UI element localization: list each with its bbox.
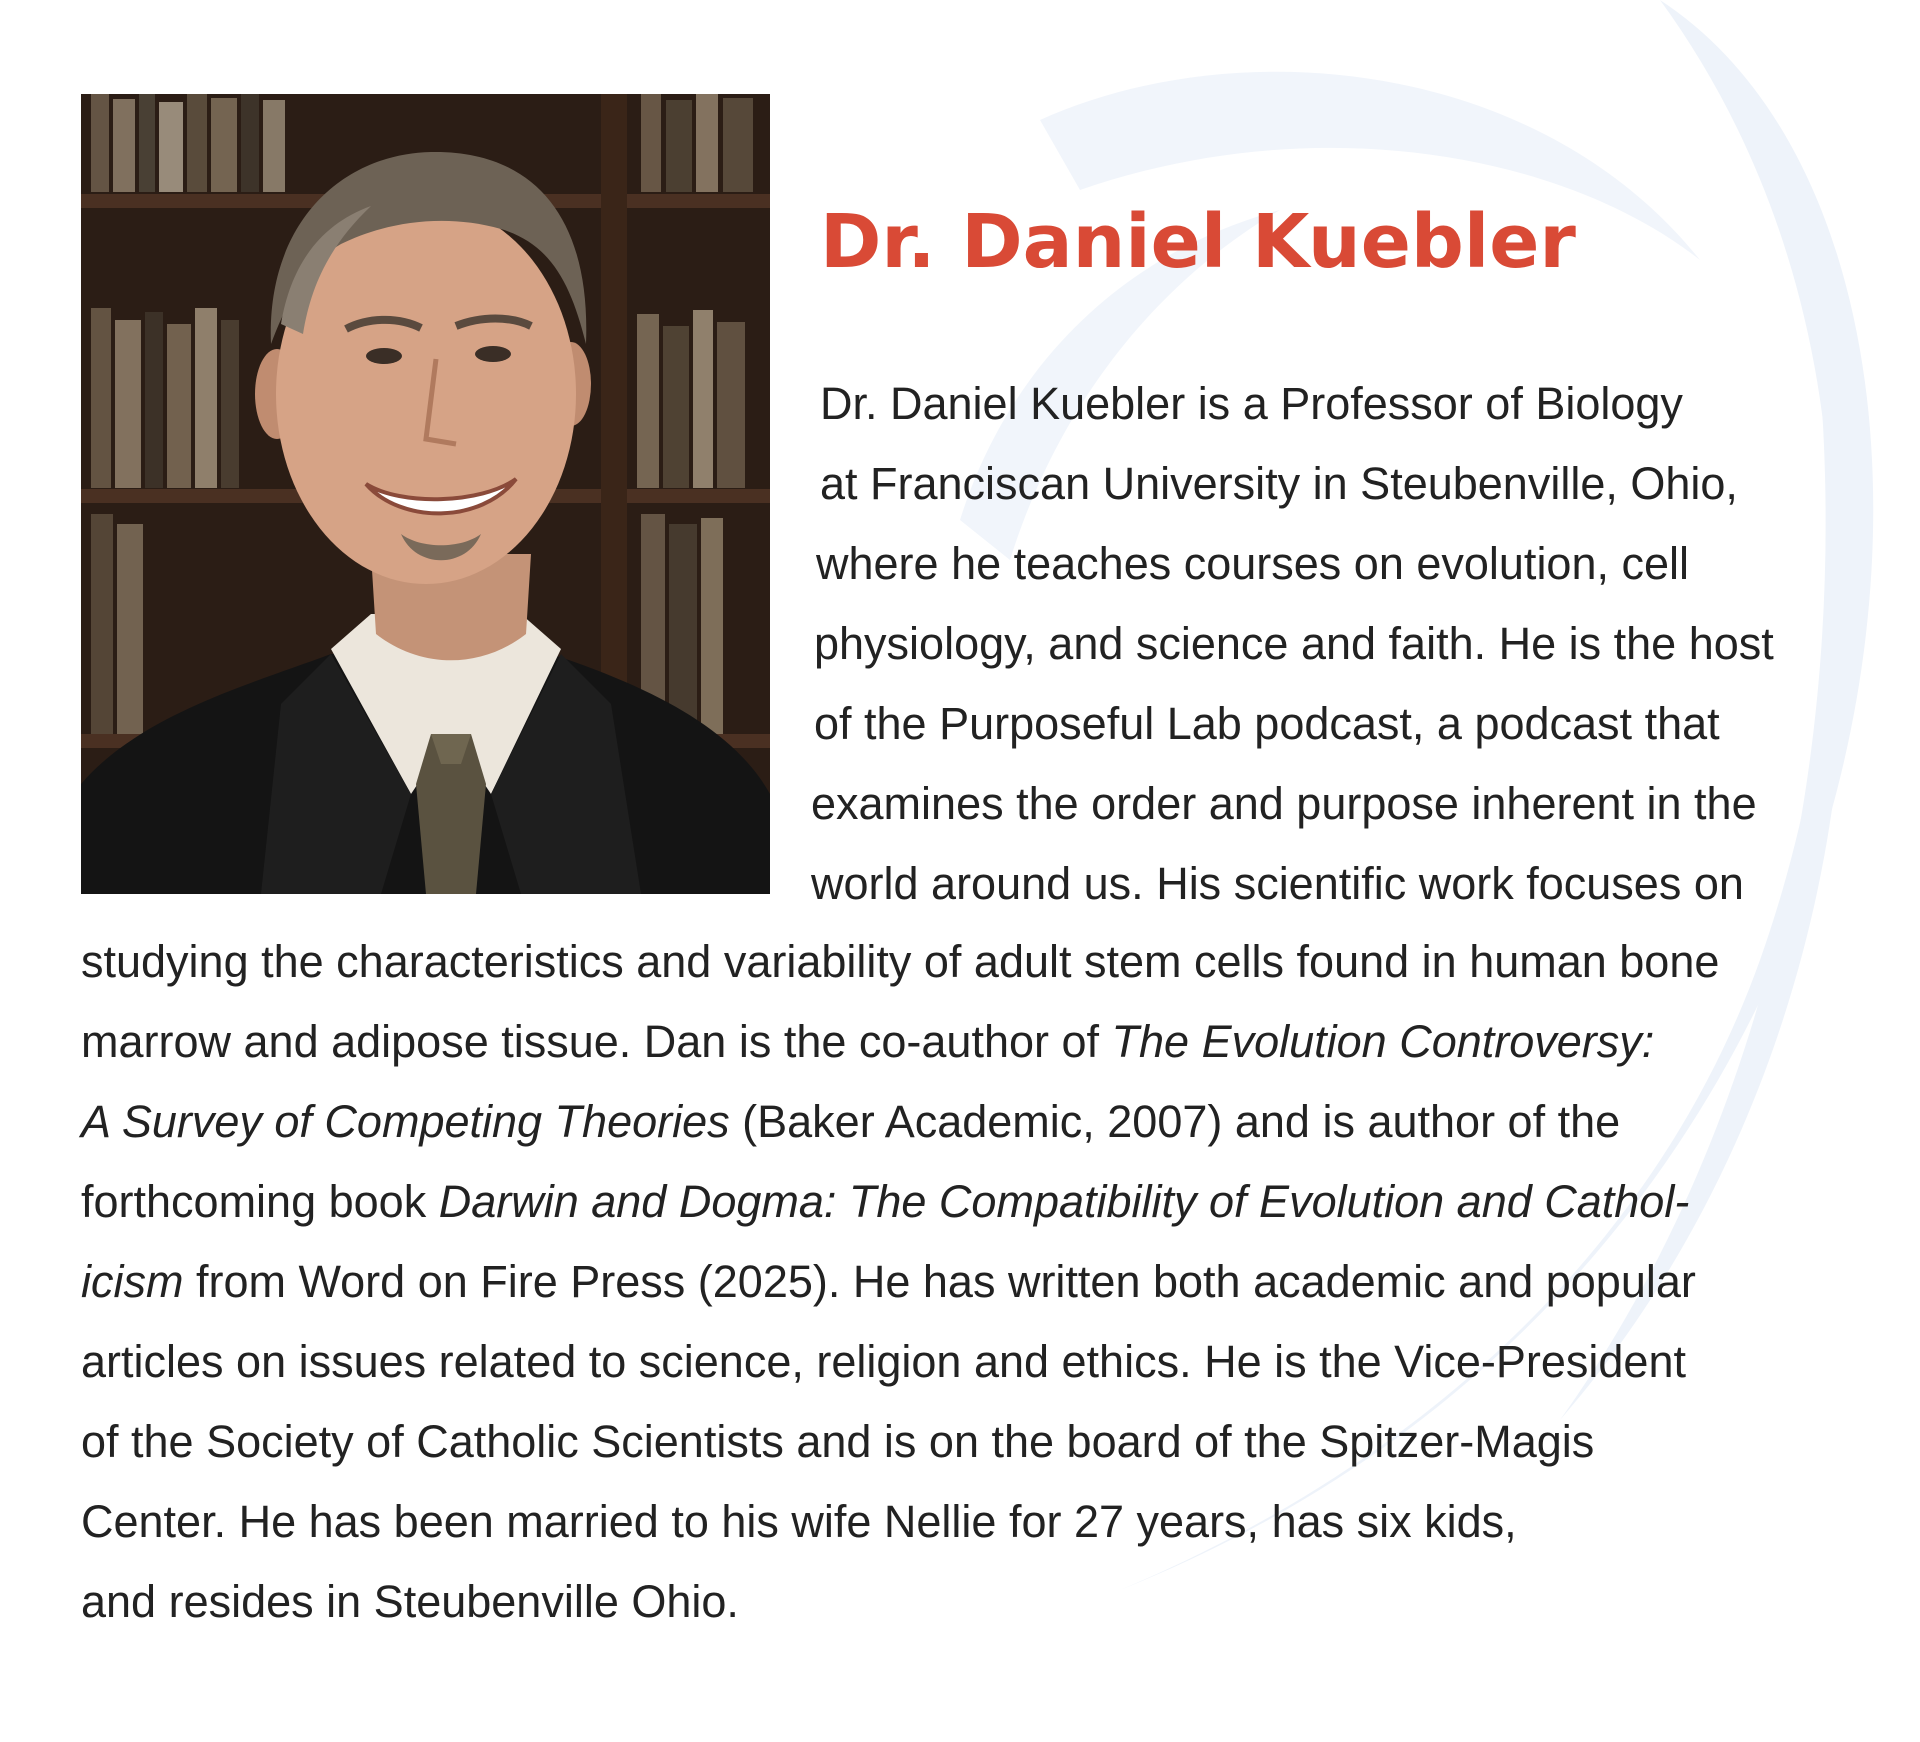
bio-line: articles on issues related to science, religion and ethics. He is the Vice-President bbox=[81, 1336, 1686, 1387]
bio-line bbox=[81, 1172, 1689, 1232]
bio-text: from Word on Fire Press (2025). He has written both academic and popular bbox=[183, 1256, 1696, 1307]
book-subtitle-competing-theories: A Survey of Competing Theories bbox=[81, 1096, 730, 1147]
bio-line: of the Purposeful Lab podcast, a podcast that bbox=[814, 698, 1720, 749]
book-title-darwin-and-dogma-end: icism bbox=[81, 1256, 184, 1307]
bio-line bbox=[81, 1012, 1654, 1072]
bio-line bbox=[81, 1252, 1696, 1312]
bio-line: Center. He has been married to his wife Nellie for 27 years, has six kids, bbox=[81, 1496, 1517, 1547]
speaker-name: Dr. Daniel Kuebler bbox=[820, 199, 1576, 285]
bio-line: and resides in Steubenville Ohio. bbox=[81, 1576, 739, 1627]
book-title-evolution-controversy: The Evolution Controversy: bbox=[1111, 1016, 1655, 1067]
bio-text: forthcoming book bbox=[81, 1176, 439, 1227]
bio-line: at Franciscan University in Steubenville, Ohio, bbox=[820, 458, 1738, 509]
bio-text: marrow and adipose tissue. Dan is the co-author of bbox=[81, 1016, 1112, 1067]
bio-line: world around us. His scientific work focuses on bbox=[811, 858, 1744, 909]
bio-line: Dr. Daniel Kuebler is a Professor of Biology bbox=[820, 378, 1683, 429]
bio-line: where he teaches courses on evolution, cell bbox=[816, 538, 1690, 589]
bio-line: examines the order and purpose inherent in the bbox=[811, 778, 1757, 829]
book-title-darwin-and-dogma: Darwin and Dogma: The Compatibility of Evolution and Cathol- bbox=[438, 1176, 1690, 1227]
bio-text: (Baker Academic, 2007) and is author of the bbox=[729, 1096, 1621, 1147]
bio-line bbox=[81, 1092, 1620, 1152]
bio-line: of the Society of Catholic Scientists and is on the board of the Spitzer-Magis bbox=[81, 1416, 1595, 1467]
bio-line: physiology, and science and faith. He is the host bbox=[814, 618, 1774, 669]
bio-line: studying the characteristics and variability of adult stem cells found in human bone bbox=[81, 936, 1720, 987]
